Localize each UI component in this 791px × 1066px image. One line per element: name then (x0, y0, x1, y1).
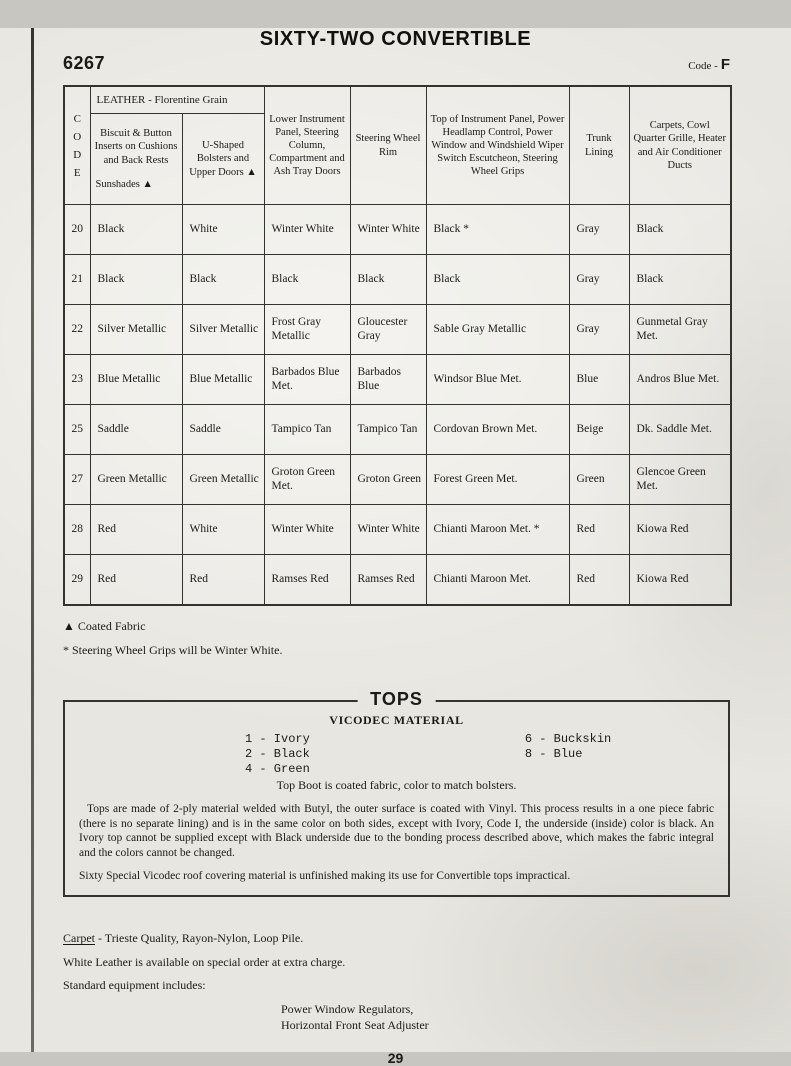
bottom-notes (63, 931, 730, 1032)
top-boot-note: Top Boot is coated fabric, color to match bolsters. (276, 777, 517, 792)
trim-cell: Gray (569, 255, 629, 305)
trim-cell: Black * (426, 205, 569, 255)
top-codes-left-column (245, 732, 310, 777)
code-letter: O (73, 130, 82, 143)
trim-code: 22 (64, 305, 90, 355)
trim-row (64, 305, 731, 355)
trim-cell: Green (569, 455, 629, 505)
trim-cell: Windsor Blue Met. (426, 355, 569, 405)
trim-cell: Ramses Red (350, 555, 426, 606)
trim-row (64, 255, 731, 305)
trim-cell: Chianti Maroon Met. (426, 555, 569, 606)
equipment-list (281, 1002, 730, 1033)
trim-cell: Ramses Red (264, 555, 350, 606)
trim-cell: Winter White (264, 505, 350, 555)
trim-cell: Saddle (182, 405, 264, 455)
trim-code: 29 (64, 555, 90, 606)
code-letter: C (73, 112, 81, 125)
top-code-item: 4 - Green (245, 761, 310, 776)
top-code-item: 6 - Buckskin (524, 731, 612, 746)
code-value: F (720, 56, 730, 73)
trim-code: 23 (64, 355, 90, 405)
tops-section (63, 688, 730, 898)
trim-row (64, 405, 731, 455)
code-designation (688, 56, 730, 73)
top-code-item: 8 - Blue (524, 746, 583, 761)
trim-cell: Silver Metallic (90, 305, 182, 355)
trim-cell: Glencoe Green Met. (629, 455, 731, 505)
page-title: SIXTY-TWO CONVERTIBLE (259, 28, 532, 50)
trim-cell: Silver Metallic (182, 305, 264, 355)
trim-row (64, 355, 731, 405)
trim-row (64, 505, 731, 555)
top-code-item: 2 - Black (245, 746, 310, 761)
trim-cell: Winter White (264, 205, 350, 255)
subheader-row (63, 53, 730, 77)
top-code-item: 1 - Ivory (245, 731, 310, 746)
trim-cell: Green Metallic (182, 455, 264, 505)
top-codes-right-column (525, 732, 611, 777)
trim-code: 21 (64, 255, 90, 305)
trim-cell: Blue (569, 355, 629, 405)
column-header-steering-rim: Steering Wheel Rim (350, 86, 426, 205)
standard-equipment-label: Standard equipment includes: (63, 978, 206, 993)
code-label: Code - (688, 60, 718, 72)
trim-table-body (64, 205, 731, 606)
trim-cell: Saddle (90, 405, 182, 455)
trim-cell: Black (90, 205, 182, 255)
document-page (0, 28, 791, 1066)
vicodec-subtitle: VICODEC MATERIAL (329, 712, 464, 727)
code-letter: E (73, 166, 81, 179)
carpet-note-rest: - Trieste Quality, Rayon-Nylon, Loop Pile. (95, 931, 304, 946)
column-header-trunk-lining: Trunk Lining (569, 86, 629, 205)
trim-cell: Gunmetal Gray Met. (629, 305, 731, 355)
trim-code: 25 (64, 405, 90, 455)
trim-cell: Beige (569, 405, 629, 455)
trim-cell: Green Metallic (90, 455, 182, 505)
trim-cell: Black (629, 255, 731, 305)
trim-row (64, 205, 731, 255)
tops-paragraph-1: Tops are made of 2-ply material welded with Butyl, the outer surface is coated with Vinyl. This process results in a one piece fabric (there is no separate lining) and is in the same color on both sides, except with Ivory, Code I, the underside (inside) color is black. An Ivory top cannot be supplied except with Black underside due to the bonding process described above, which makes the fabric integral and the colors cannot be changed. (79, 802, 714, 859)
carpet-label: Carpet (63, 931, 95, 946)
trim-cell: Gloucester Gray (350, 305, 426, 355)
trim-cell: Black (350, 255, 426, 305)
model-number: 6267 (63, 53, 106, 73)
trim-cell: Groton Green Met. (264, 455, 350, 505)
trim-cell: Gray (569, 205, 629, 255)
trim-cell: Dk. Saddle Met. (629, 405, 731, 455)
column-header-carpets: Carpets, Cowl Quarter Grille, Heater and Air Conditioner Ducts (629, 86, 731, 205)
trim-cell: Red (90, 555, 182, 606)
trim-code: 27 (64, 455, 90, 505)
white-leather-note: White Leather is available on special order at extra charge. (63, 954, 346, 969)
trim-cell: Tampico Tan (350, 405, 426, 455)
footnote-steering-grips: * Steering Wheel Grips will be Winter White. (63, 643, 283, 658)
trim-cell: Red (569, 555, 629, 606)
trim-cell: Black (182, 255, 264, 305)
trim-cell: Blue Metallic (182, 355, 264, 405)
carpet-note (63, 931, 730, 945)
code-column-header (64, 86, 90, 205)
scan-edge-artifact (31, 28, 34, 1052)
trim-cell: White (182, 505, 264, 555)
trim-cell: Winter White (350, 205, 426, 255)
trim-cell: Red (569, 505, 629, 555)
column-header-lower-panel: Lower Instrument Panel, Steering Column, Compartment and Ash Tray Doors (264, 86, 350, 205)
tops-paragraph-2: Sixty Special Vicodec roof covering material is unfinished making its use for Convertible tops impractical. (79, 869, 571, 882)
trim-cell: Tampico Tan (264, 405, 350, 455)
trim-cell: Barbados Blue (350, 355, 426, 405)
trim-table-header (64, 86, 731, 205)
trim-cell: Black (90, 255, 182, 305)
trim-cell: Kiowa Red (629, 555, 731, 606)
trim-cell: Kiowa Red (629, 505, 731, 555)
trim-cell: Winter White (350, 505, 426, 555)
trim-color-table (63, 85, 732, 606)
code-letter: D (73, 148, 82, 161)
trim-cell: White (182, 205, 264, 255)
trim-row (64, 455, 731, 505)
trim-cell: Cordovan Brown Met. (426, 405, 569, 455)
table-footnotes (63, 619, 791, 658)
leather-group-header: LEATHER - Florentine Grain (90, 86, 264, 114)
sunshades-note: Sunshades ▲ (95, 178, 153, 190)
trim-cell: Chianti Maroon Met. * (426, 505, 569, 555)
equipment-item: Power Window Regulators, (281, 1001, 414, 1016)
trim-code: 28 (64, 505, 90, 555)
trim-cell: Red (182, 555, 264, 606)
column-header-biscuit-inserts (90, 114, 182, 205)
footnote-coated-fabric: ▲ Coated Fabric (63, 619, 146, 633)
trim-cell: Red (90, 505, 182, 555)
trim-cell: Andros Blue Met. (629, 355, 731, 405)
trim-cell: Black (629, 205, 731, 255)
trim-row (64, 555, 731, 606)
page-number: 29 (387, 1050, 404, 1066)
trim-cell: Groton Green (350, 455, 426, 505)
top-color-codes (77, 732, 716, 777)
trim-cell: Frost Gray Metallic (264, 305, 350, 355)
column-header-u-shaped-bolsters: U-Shaped Bolsters and Upper Doors ▲ (182, 114, 264, 205)
trim-cell: Barbados Blue Met. (264, 355, 350, 405)
trim-cell: Black (426, 255, 569, 305)
biscuit-header-text: Biscuit & Button Inserts on Cushions and Back Rests (94, 128, 178, 166)
tops-title: TOPS (357, 689, 436, 710)
trim-cell: Sable Gray Metallic (426, 305, 569, 355)
equipment-item: Horizontal Front Seat Adjuster (281, 1017, 429, 1032)
trim-cell: Blue Metallic (90, 355, 182, 405)
trim-cell: Gray (569, 305, 629, 355)
trim-code: 20 (64, 205, 90, 255)
trim-cell: Black (264, 255, 350, 305)
column-header-top-panel: Top of Instrument Panel, Power Headlamp Control, Power Window and Windshield Wiper Switch Escutcheon, Steering Wheel Grips (426, 86, 569, 205)
trim-cell: Forest Green Met. (426, 455, 569, 505)
